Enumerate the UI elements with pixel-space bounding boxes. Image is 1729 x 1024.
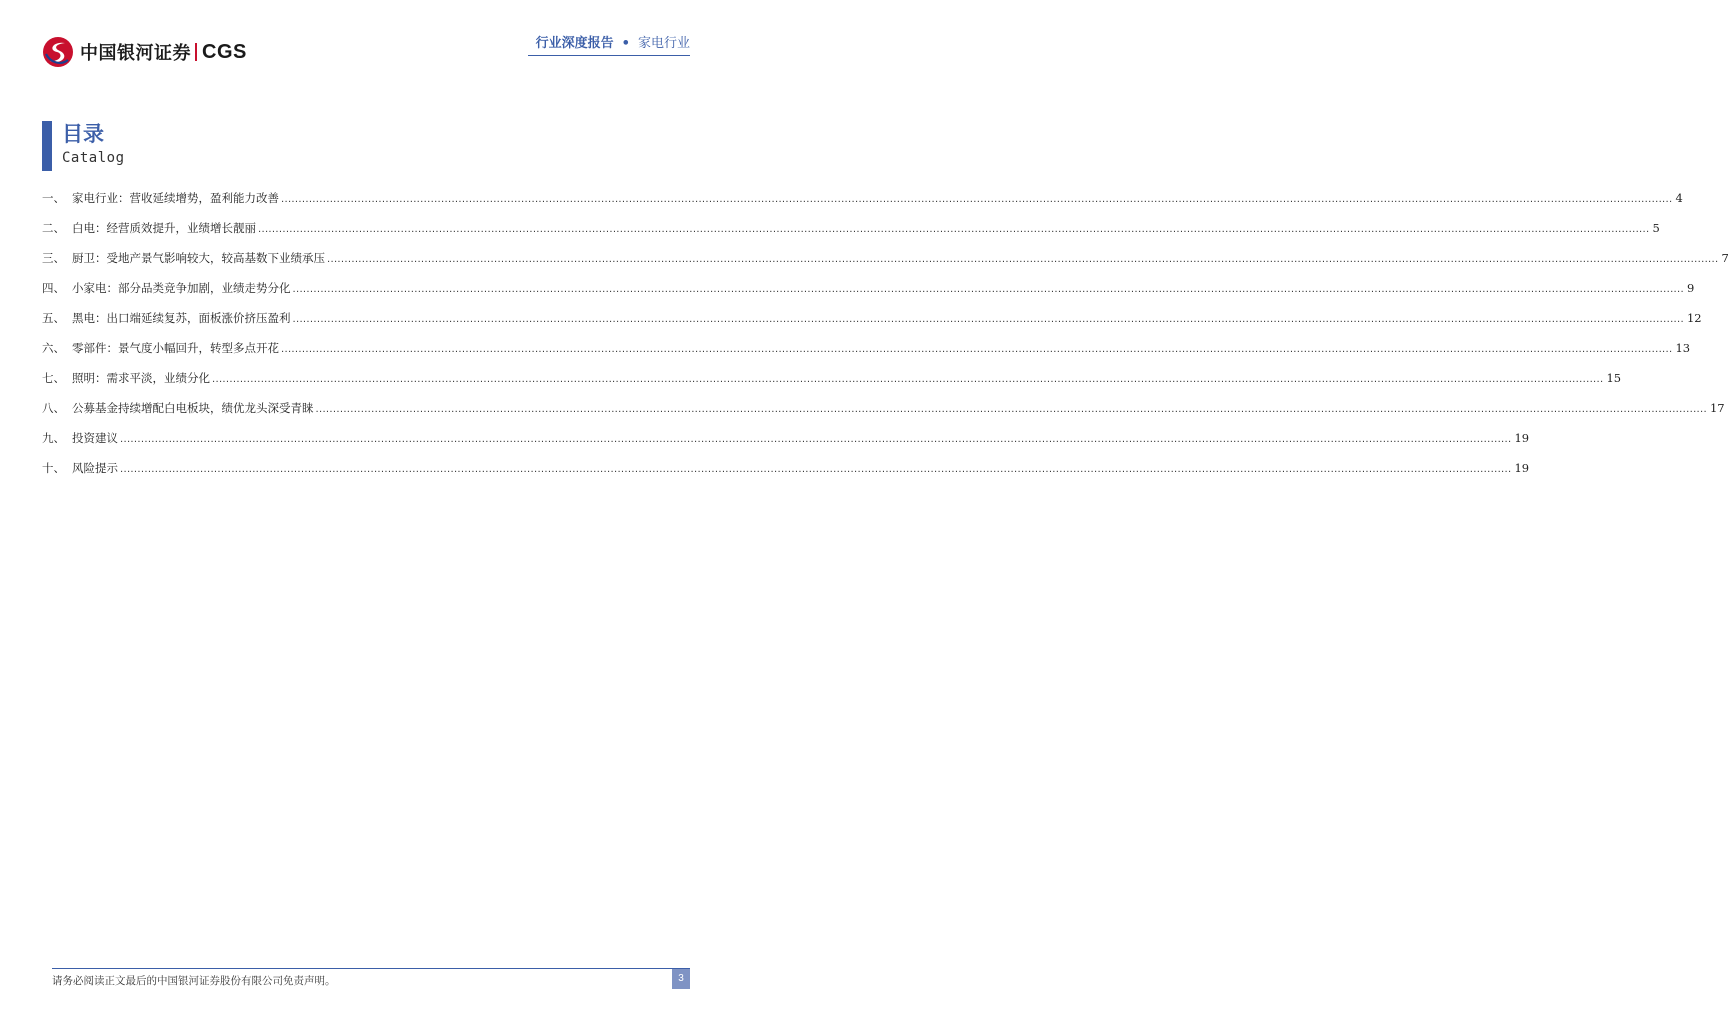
toc-entry[interactable] bbox=[42, 310, 1702, 340]
toc-entry-title: 厨卫：受地产景气影响较大，较高基数下业绩承压 bbox=[72, 251, 325, 265]
toc-entry-title: 家电行业：营收延续增势，盈利能力改善 bbox=[72, 191, 279, 205]
toc-dot-leader: ................................................................................................................................................................................................................................................................................................................................................................................................................ bbox=[315, 404, 1707, 415]
toc-entry-number: 九、 bbox=[42, 431, 65, 445]
toc-entry-number: 十、 bbox=[42, 461, 65, 475]
logo-english-name: CGS bbox=[202, 40, 247, 63]
industry-label: 家电行业 bbox=[637, 36, 690, 51]
toc-entry-title: 小家电：部分品类竞争加剧，业绩走势分化 bbox=[72, 281, 291, 295]
toc-entry-number: 五、 bbox=[42, 311, 65, 325]
toc-entry-page: 19 bbox=[1514, 461, 1530, 475]
toc-dot-leader: ................................................................................................................................................................................................................................................................................................................................................................................................................ bbox=[281, 344, 1673, 355]
header-rule bbox=[528, 55, 690, 56]
toc-dot-leader: ................................................................................................................................................................................................................................................................................................................................................................................................................ bbox=[212, 374, 1604, 385]
toc-entry[interactable] bbox=[42, 430, 1530, 460]
section-accent-bar bbox=[42, 121, 52, 171]
toc-dot-leader: ................................................................................................................................................................................................................................................................................................................................................................................................................ bbox=[292, 314, 1684, 325]
report-type: 行业深度报告 bbox=[535, 36, 614, 51]
toc-dot-leader: ................................................................................................................................................................................................................................................................................................................................................................................................................ bbox=[120, 434, 1512, 445]
toc-entry-number: 三、 bbox=[42, 251, 65, 265]
toc-entry[interactable] bbox=[42, 460, 1530, 490]
page-number-badge: 3 bbox=[672, 969, 690, 989]
toc-entry[interactable] bbox=[42, 280, 1695, 310]
toc-title: 目录 bbox=[62, 121, 104, 146]
toc-entry-page: 4 bbox=[1675, 191, 1683, 205]
toc-entry-number: 六、 bbox=[42, 341, 65, 355]
toc-entry-page: 13 bbox=[1675, 341, 1691, 355]
toc-entry-page: 7 bbox=[1721, 251, 1729, 265]
toc-entry[interactable] bbox=[42, 400, 1725, 430]
company-logo bbox=[42, 36, 247, 68]
toc-entry-number: 二、 bbox=[42, 221, 65, 235]
toc-entry-title: 公募基金持续增配白电板块，绩优龙头深受青睐 bbox=[72, 401, 314, 415]
toc-entry-title: 黑电：出口端延续复苏，面板涨价挤压盈利 bbox=[72, 311, 291, 325]
table-of-contents bbox=[42, 190, 1729, 490]
toc-entry-title: 风险提示 bbox=[72, 461, 118, 475]
toc-entry-number: 四、 bbox=[42, 281, 65, 295]
logo-chinese-name: 中国银河证券 bbox=[80, 43, 191, 64]
toc-entry[interactable] bbox=[42, 190, 1683, 220]
toc-entry[interactable] bbox=[42, 340, 1691, 370]
toc-entry-page: 17 bbox=[1709, 401, 1725, 415]
toc-entry[interactable] bbox=[42, 250, 1729, 280]
toc-entry-page: 9 bbox=[1686, 281, 1695, 295]
toc-entry-number: 七、 bbox=[42, 371, 65, 385]
toc-entry-title: 白电：经营质效提升，业绩增长靓丽 bbox=[72, 221, 256, 235]
toc-dot-leader: ................................................................................................................................................................................................................................................................................................................................................................................................................ bbox=[258, 224, 1650, 235]
toc-entry-title: 照明：需求平淡，业绩分化 bbox=[72, 371, 210, 385]
header-separator: • bbox=[621, 36, 630, 51]
toc-entry[interactable] bbox=[42, 370, 1622, 400]
toc-entry-title: 投资建议 bbox=[72, 431, 118, 445]
toc-entry-page: 19 bbox=[1514, 431, 1530, 445]
footer-disclaimer: 请务必阅读正文最后的中国银河证券股份有限公司免责声明。 bbox=[52, 975, 336, 987]
toc-entry-page: 5 bbox=[1652, 221, 1660, 235]
toc-entry-page: 12 bbox=[1686, 311, 1702, 325]
toc-entry-number: 八、 bbox=[42, 401, 65, 415]
toc-dot-leader: ................................................................................................................................................................................................................................................................................................................................................................................................................ bbox=[327, 254, 1719, 265]
toc-entry-page: 15 bbox=[1606, 371, 1622, 385]
toc-dot-leader: ................................................................................................................................................................................................................................................................................................................................................................................................................ bbox=[281, 194, 1673, 205]
cgs-logo-icon bbox=[42, 36, 74, 68]
toc-entry[interactable] bbox=[42, 220, 1660, 250]
toc-dot-leader: ................................................................................................................................................................................................................................................................................................................................................................................................................ bbox=[292, 284, 1684, 295]
toc-subtitle: Catalog bbox=[62, 150, 125, 166]
toc-dot-leader: ................................................................................................................................................................................................................................................................................................................................................................................................................ bbox=[120, 464, 1512, 475]
toc-entry-number: 一、 bbox=[42, 191, 65, 205]
footer-rule bbox=[52, 968, 690, 969]
logo-divider bbox=[195, 43, 197, 61]
toc-entry-title: 零部件：景气度小幅回升，转型多点开花 bbox=[72, 341, 279, 355]
report-header-label bbox=[536, 32, 690, 51]
